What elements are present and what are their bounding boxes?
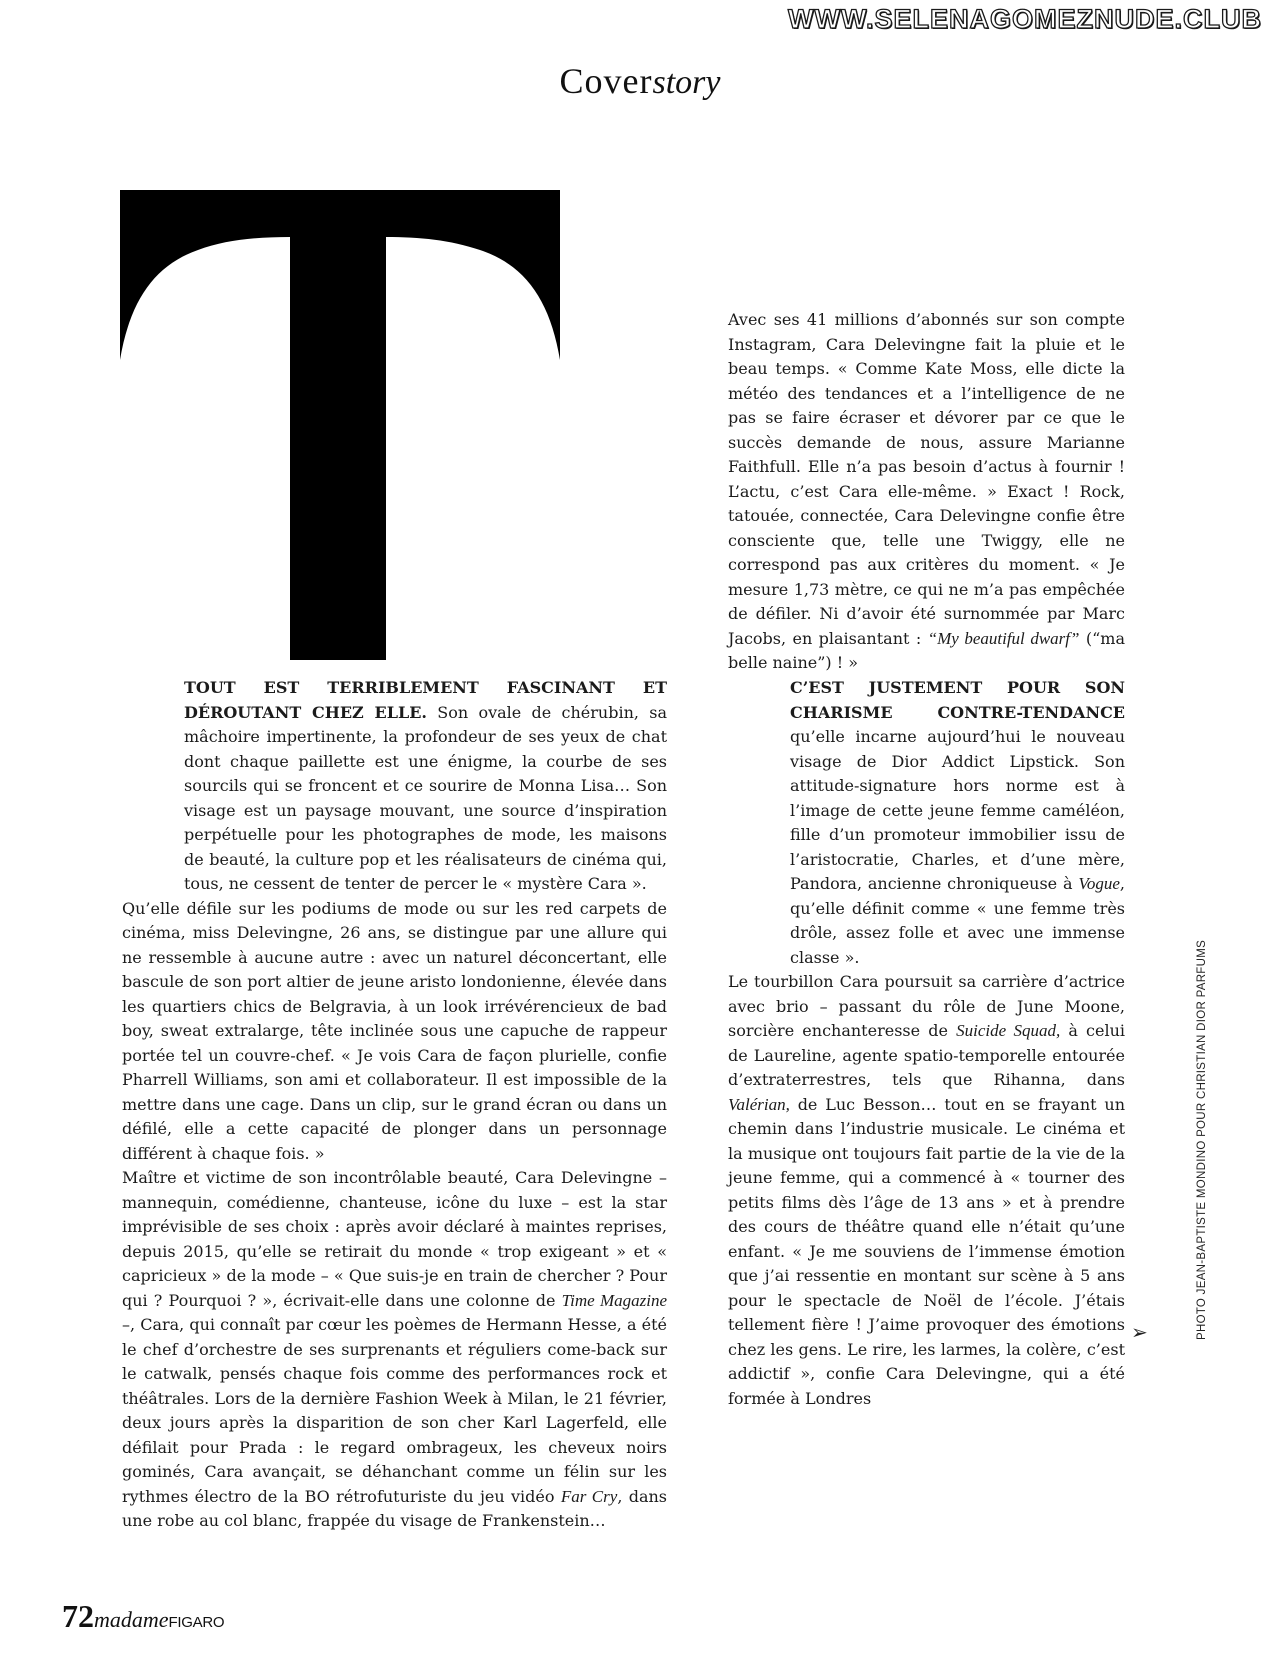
intro-paragraph [728,308,1125,676]
article-column-right: C’EST JUSTEMENT POUR SON CHARISME CONTRE-TENDANCE qu’elle incarne aujourd’hui le nouveau visage de Dior Addict Lipstick. Son attitude-signature hors norme est à l’image de cette jeune femme caméléon, fille d’un promoteur immobilier issu de l’aristocratie, Charles, et d’une mère, Pandora, ancienne chroniqueuse à Vogue, qu’elle définit comme « une femme très drôle, assez folle et avec une immense classe ». Le tourbillon Cara poursuit sa carrière d’actrice avec brio – passant du rôle de June Moone, sorcière enchanteresse de Suicide Squad, à celui de Laureline, agente spatio-temporelle entourée d’extraterrestres, tels que Rihanna, dans Valérian, de Luc Besson… tout en se frayant un chemin dans l’industrie musicale. Le cinéma et la musique ont toujours fait partie de la vie de la jeune femme, qui a commencé à « tourner des petits films dès l’âge de 13 ans » et à prendre des cours de théâtre quand elle n’était qu’une enfant. « Je me souviens de l’immense émotion que j’ai ressentie en montant sur scène à 5 ans pour le spectacle de Noël de l’école. J’étais tellement fière ! J’aime provoquer des émotions chez les gens. Le rire, les larmes, la colère, c’est addictif », confie Cara Delevingne, qui a été formée à Londres [728,676,1125,1411]
right-lead-in: C’EST JUSTEMENT POUR SON CHARISME CONTRE-TENDANCE [790,678,1125,722]
left-paragraph-2: Qu’elle défile sur les podiums de mode ou sur les red carpets de cinéma, miss Delevingne, 26 ans, se distingue par une allure qui ne ressemble à aucune autre : avec un naturel déconcertant, elle bascule de son port altier de jeune aristo londonienne, élevée dans les quartiers chics de Belgravia, à un look irrévérencieux de bad boy, sweat extralarge, tête inclinée sous une capuche de rappeur portée tel un couvre-chef. « Je vois Cara de façon plurielle, confie Pharrell Williams, son ami et collaborateur. Il est impossible de la mettre dans une cage. Dans un clip, sur le grand écran ou dans un défilé, elle a cette capacité de plonger dans un personnage différent à chaque fois. » [122,898,667,1163]
intro-text: Avec ses 41 millions d’abonnés sur son compte Instagram, Cara Delevingne fait la pluie et le beau temps. « Comme Kate Moss, elle dicte la météo des tendances et a l’intelligence de ne pas se faire écraser et dévorer par ce que le succès demande de nous, assure Marianne Faithfull. Elle n’a pas besoin d’actus à fournir ! L’actu, c’est Cara elle-même. » Exact ! Rock, tatouée, connectée, Cara Delevingne confie être consciente que, telle une Twiggy, elle ne correspond pas aux critères du moment. « Je mesure 1,73 mètre, ce qui ne m’a pas empêchée de défiler. Ni d’avoir été surnommée par Marc Jacobs, en plaisantant : [728,310,1125,648]
publication-brand: FIGARO [168,1614,225,1631]
left-paragraph-3: Maître et victime de son incontrôlable beauté, Cara Delevingne – mannequin, comédienne, chanteuse, icône du luxe – est la star imprévisible de ses choix : après avoir déclaré à maintes reprises, depuis 2015, qu’elle se retirait du monde « trop exigeant » et « capricieux » de la mode – « Que suis-je en train de chercher ? Pour qui ? Pourquoi ? », écrivait-elle dans une colonne de Time Magazine –, Cara, qui connaît par cœur les poèmes de Hermann Hesse, a été le chef d’orchestre de ses surprenants et réguliers come-back sur le catwalk, pensés chaque fois comme des performances rock et théâtrales. Lors de la dernière Fashion Week à Milan, le 21 février, deux jours après la disparition de son cher Karl Lagerfeld, elle défilait pour Prada : le regard ombrageux, les cheveux noirs gominés, Cara avançait, se déhanchant comme un félin sur les rythmes électro de la BO rétrofuturiste du jeu vidéo Far Cry, dans une robe au col blanc, frappée du visage de Frankenstein… [122,1168,668,1530]
intro-quote: “My beautiful dwarf” [927,628,1080,648]
page-footer [62,1598,224,1635]
continue-arrow-icon: ➢ [1131,1320,1148,1344]
dropcap-letter [120,190,560,660]
intro-text-end: (“ma belle naine”) ! » [728,628,1125,672]
left-paragraph-1: Son ovale de chérubin, sa mâchoire impertinente, la profondeur de ses yeux de chat dont chaque paillette est une énigme, la courbe de ses sourcils qui se froncent et ce sourire de Monna Lisa… Son visage est un paysage mouvant, une source d’inspiration perpétuelle pour les photographes de mode, les maisons de beauté, la culture pop et les réalisateurs de cinéma qui, tous, ne cessent de tenter de percer le « mystère Cara ». [184,702,667,893]
section-heading-cover: Cover [559,61,653,101]
watermark-text: WWW.SELENAGOMEZNUDE.CLUB [788,4,1262,34]
section-heading [0,60,1280,102]
page-number: 72 [62,1598,94,1634]
right-paragraph-2: Le tourbillon Cara poursuit sa carrière d’actrice avec brio – passant du rôle de June Moone, sorcière enchanteresse de Suicide Squad, à celui de Laureline, agente spatio-temporelle entourée d’extraterrestres, tels que Rihanna, dans Valérian, de Luc Besson… tout en se frayant un chemin dans l’industrie musicale. Le cinéma et la musique ont toujours fait partie de la vie de la jeune femme, qui a commencé à « tourner des petits films dès l’âge de 13 ans » et à prendre des cours de théâtre quand elle n’était qu’une enfant. « Je me souviens de l’immense émotion que j’ai ressentie en montant sur scène à 5 ans pour le spectacle de Noël de l’école. J’étais tellement fière ! J’aime provoquer des émotions chez les gens. Le rire, les larmes, la colère, c’est addictif », confie Cara Delevingne, qui a été formée à Londres [728,972,1125,1408]
left-lead-in: TOUT EST TERRIBLEMENT FASCINANT ET DÉROUTANT CHEZ ELLE. [184,678,667,722]
section-heading-story: story [652,64,721,101]
article-column-left [122,676,667,1534]
photo-credit: PHOTO JEAN-BAPTISTE MONDINO POUR CHRISTIAN DIOR PARFUMS [1196,939,1208,1340]
publication-name: madame [94,1607,169,1632]
